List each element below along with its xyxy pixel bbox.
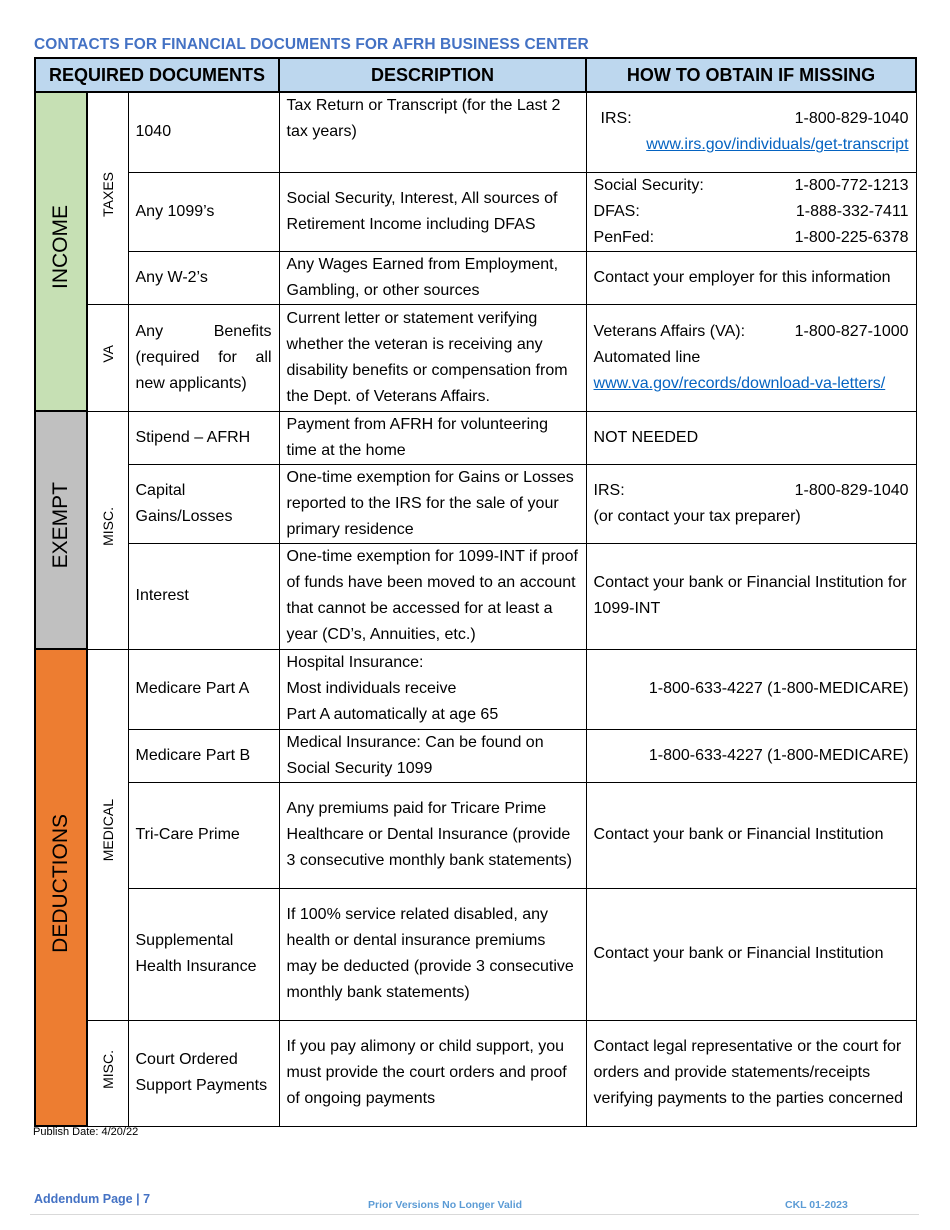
doc-cell: Capital Gains/Losses — [128, 464, 279, 543]
table-row — [35, 543, 916, 649]
how-cell: IRS: 1-800-829-1040 www.irs.gov/individuals/get-transcript — [586, 92, 916, 172]
table-row — [35, 172, 916, 251]
header-description: DESCRIPTION — [279, 58, 586, 92]
footer-code: CKL 01-2023 — [785, 1199, 848, 1211]
subcategory-misc: MISC. — [87, 411, 128, 649]
footer-divider — [30, 1214, 919, 1215]
doc-cell: 1040 — [128, 92, 279, 172]
doc-cell: Stipend – AFRH — [128, 411, 279, 464]
table-row — [35, 411, 916, 464]
table-row — [35, 464, 916, 543]
table-row — [35, 782, 916, 888]
va-letters-link[interactable]: www.va.gov/records/download-va-letters/ — [593, 374, 886, 392]
category-income: INCOME — [35, 92, 87, 411]
subcategory-medical: MEDICAL — [87, 649, 128, 1020]
desc-cell: Hospital Insurance: Most individuals receive Part A automatically at age 65 — [279, 649, 586, 729]
table-row — [35, 92, 916, 172]
subcategory-misc: MISC. — [87, 1020, 128, 1126]
page-title: CONTACTS FOR FINANCIAL DOCUMENTS FOR AFRH BUSINESS CENTER — [34, 36, 589, 53]
doc-cell: Any Benefits (required for all new applicants) — [128, 304, 279, 411]
desc-cell: Any premiums paid for Tricare Prime Healthcare or Dental Insurance (provide 3 consecutive monthly bank statements) — [279, 782, 586, 888]
table-row — [35, 888, 916, 1020]
footer-page-number: Addendum Page | 7 — [34, 1192, 151, 1206]
table-row — [35, 1020, 916, 1126]
publish-date: Publish Date: 4/20/22 — [33, 1126, 139, 1138]
doc-cell: Interest — [128, 543, 279, 649]
doc-cell: Medicare Part A — [128, 649, 279, 729]
desc-cell: Current letter or statement verifying whether the veteran is receiving any disability benefits or compensation from the Dept. of Veterans Affairs. — [279, 304, 586, 411]
doc-cell: Medicare Part B — [128, 729, 279, 782]
how-cell: NOT NEEDED — [586, 411, 916, 464]
how-cell: Contact your bank or Financial Institution — [586, 888, 916, 1020]
table-header-row — [35, 58, 916, 92]
footer-notice: Prior Versions No Longer Valid — [368, 1199, 523, 1211]
table-row — [35, 251, 916, 304]
desc-cell: If you pay alimony or child support, you must provide the court orders and proof of ongoing payments — [279, 1020, 586, 1126]
table-row — [35, 304, 916, 411]
category-exempt: EXEMPT — [35, 411, 87, 649]
subcategory-taxes: TAXES — [87, 92, 128, 304]
desc-cell: If 100% service related disabled, any health or dental insurance premiums may be deducted (provide 3 consecutive monthly bank statements) — [279, 888, 586, 1020]
how-cell: Contact your bank or Financial Institution — [586, 782, 916, 888]
how-cell: IRS: 1-800-829-1040 (or contact your tax preparer) — [586, 464, 916, 543]
irs-transcript-link[interactable]: www.irs.gov/individuals/get-transcript — [646, 136, 909, 154]
header-required-documents: REQUIRED DOCUMENTS — [35, 58, 279, 92]
doc-cell: Supplemental Health Insurance — [128, 888, 279, 1020]
desc-cell: Payment from AFRH for volunteering time at the home — [279, 411, 586, 464]
how-cell: Contact legal representative or the court for orders and provide statements/receipts verifying payments to the parties concerned — [586, 1020, 916, 1126]
desc-cell: Tax Return or Transcript (for the Last 2 tax years) — [279, 92, 586, 172]
desc-cell: Any Wages Earned from Employment, Gambling, or other sources — [279, 251, 586, 304]
desc-cell: One-time exemption for 1099-INT if proof of funds have been moved to an account that cannot be accessed for at least a year (CD’s, Annuities, etc.) — [279, 543, 586, 649]
subcategory-va: VA — [87, 304, 128, 411]
how-cell: Contact your bank or Financial Institution for 1099-INT — [586, 543, 916, 649]
desc-cell: Medical Insurance: Can be found on Social Security 1099 — [279, 729, 586, 782]
how-cell: 1-800-633-4227 (1-800-MEDICARE) — [586, 649, 916, 729]
doc-cell: Court Ordered Support Payments — [128, 1020, 279, 1126]
table-row — [35, 729, 916, 782]
doc-cell: Any W-2’s — [128, 251, 279, 304]
category-deductions: DEDUCTIONS — [35, 649, 87, 1126]
desc-cell: Social Security, Interest, All sources of Retirement Income including DFAS — [279, 172, 586, 251]
how-cell: 1-800-633-4227 (1-800-MEDICARE) — [586, 729, 916, 782]
doc-cell: Any 1099’s — [128, 172, 279, 251]
how-cell: Contact your employer for this information — [586, 251, 916, 304]
how-cell: Social Security: 1-800-772-1213 DFAS: 1-888-332-7411 PenFed: 1-800-225-6378 — [586, 172, 916, 251]
doc-cell: Tri-Care Prime — [128, 782, 279, 888]
how-cell: Veterans Affairs (VA): 1-800-827-1000 Automated line www.va.gov/records/download-va-letters/ — [586, 304, 916, 411]
header-how-to-obtain: HOW TO OBTAIN IF MISSING — [586, 58, 916, 92]
table-row — [35, 649, 916, 729]
desc-cell: One-time exemption for Gains or Losses reported to the IRS for the sale of your primary residence — [279, 464, 586, 543]
documents-table — [34, 57, 917, 1127]
